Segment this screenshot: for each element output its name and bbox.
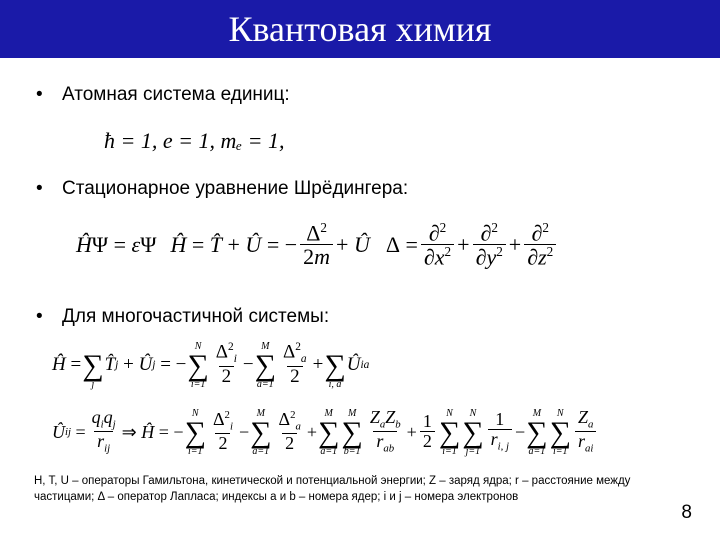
hamiltonian-equation: Ĥ = ∑ j T̂ j + Û j = − N ∑ i=1 $\frac{\Delta^2_i}{2}$ − M ∑ a=1 $\frac{\Delta^2_a}{2}$ + ∑ i, a Û ia — [52, 340, 370, 390]
coulomb-hamiltonian: Û ij = $\frac{q_iq_j}{r_{ij}}$ ⇒ Ĥ = − N ∑ i=1 $\frac{\Delta^2_i}{2}$ − M ∑ a=1 $\frac{\Delta^2_a}{2}$ + M ∑ a=1 M ∑ b=1 $\frac{Z_aZ_b}{r_{ab}}$ + $\frac{1}{2}$ N ∑ i=1 N ∑ j=1 $\frac{1}{r_{i, j}}$ − M ∑ a=1 N ∑ i=1 $\frac{Z_a}{r_{ai}}$ — [52, 400, 599, 464]
slide-title: Квантовая химия — [228, 9, 492, 49]
bullet-many-body — [36, 306, 329, 328]
bullet-schrodinger — [36, 178, 408, 200]
bullet-text: Атомная система единиц: — [62, 84, 290, 105]
bullet-atomic-units — [36, 84, 290, 106]
title-bar — [0, 0, 720, 58]
bullet-text: Для многочастичной системы: — [62, 306, 330, 327]
footnote: H, T, U – операторы Гамильтона, кинетической и потенциальной энергии; Z – заряд ядра; r – расстояние между частицами; Δ – оператор Лапласа; индексы a и b – номера ядер; i и j – номера электронов — [34, 475, 631, 503]
bullet-marker: • — [36, 178, 43, 199]
bullet-marker: • — [36, 84, 43, 105]
bullet-text: Стационарное уравнение Шрёдингера: — [62, 178, 409, 199]
schrodinger-equation: Ĥ Ψ = ε Ψ Ĥ = T̂ + Û = − $\frac{\Delta^2}{2m}$ + Û Δ = $\frac{\partial^2}{\partial x^2}$ + $\frac{\partial^2}{\partial y^2}$ + $\frac{\partial^2}{\partial z^2}$ — [76, 212, 559, 278]
atomic-units-expression: ħ = 1, e = 1, mₑ = 1, — [104, 128, 285, 153]
page-number: 8 — [681, 502, 692, 523]
bullet-marker: • — [36, 306, 43, 327]
atomic-units-formula — [104, 128, 284, 154]
